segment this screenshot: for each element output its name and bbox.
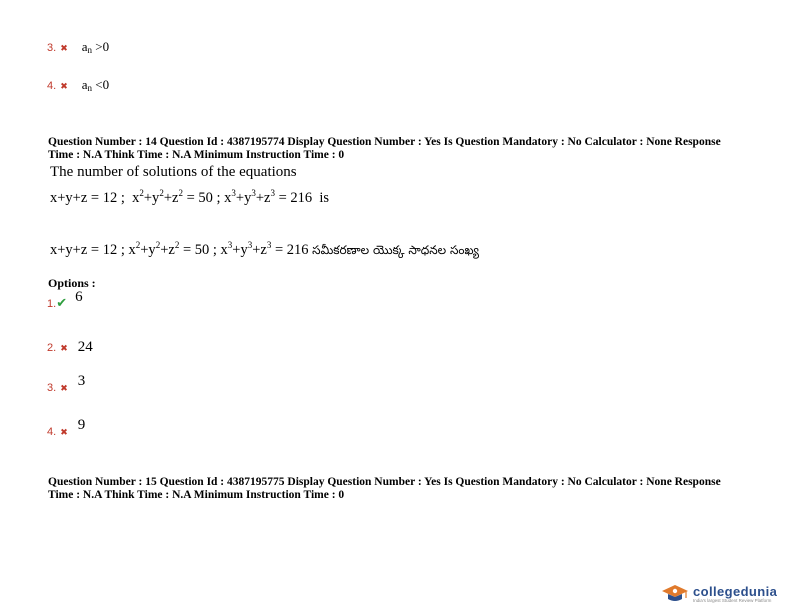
question-meta-line2: Time : N.A Think Time : N.A Minimum Instruction Time : 0	[48, 149, 345, 161]
option-number: 2.	[47, 342, 57, 354]
option-value: 3	[77, 373, 86, 389]
check-icon: ✔	[56, 296, 68, 311]
question-text: The number of solutions of the equations	[50, 164, 297, 180]
equation-telugu-suffix: సమీకరణాల యొక్క సాధనల సంఖ్య	[312, 243, 479, 257]
option-number: 4.	[47, 426, 57, 438]
option-number: 3.	[47, 42, 57, 54]
question-meta-line1: Question Number : 14 Question Id : 4387195774 Display Question Number : Yes Is Question Mandatory : No Calculator : None Response	[48, 136, 721, 148]
option-math: $a_n >0$	[81, 39, 110, 55]
question-meta-line1: Question Number : 15 Question Id : 4387195775 Display Question Number : Yes Is Question Mandatory : No Calculator : None Response	[48, 476, 721, 488]
logo-name: collegedunia	[693, 584, 778, 599]
logo	[660, 584, 777, 604]
option-math: $a_n <0$	[81, 77, 110, 93]
prev-option-4	[47, 76, 109, 94]
logo-tagline: India's largest Student Review Platform	[693, 598, 772, 603]
options-label: Options :	[48, 276, 96, 290]
option-value: 6	[75, 289, 83, 305]
equation-english: x+y+z = 12 ; $x^2+y^2+z^2 = 50$ ; $x^3+y^3+z^3 = 216$ is	[50, 188, 330, 206]
cross-icon: ✖	[60, 428, 68, 438]
option-number: 3.	[47, 382, 57, 394]
equation-suffix: is	[319, 190, 330, 206]
option-number: 4.	[47, 80, 57, 92]
question-meta	[48, 476, 768, 502]
question-meta-line2: Time : N.A Think Time : N.A Minimum Instruction Time : 0	[48, 489, 345, 501]
cross-icon: ✖	[60, 344, 68, 354]
prev-option-3	[47, 38, 109, 56]
option-2	[47, 338, 93, 356]
option-3	[47, 373, 86, 396]
cross-icon: ✖	[60, 384, 68, 394]
option-value: 9	[77, 417, 86, 433]
graduation-cap-icon	[660, 584, 690, 604]
option-value: 24	[77, 339, 93, 355]
option-1	[47, 289, 83, 312]
equation-telugu: x+y+z = 12 ; $x^2+y^2+z^2 = 50$ ; $x^3+y^3+z^3 = 216$ సమీకరణాల యొక్క సాధనల సంఖ్య	[50, 240, 479, 258]
cross-icon: ✖	[60, 44, 68, 54]
question-meta	[48, 136, 768, 162]
option-4	[47, 417, 86, 440]
option-number: 1.	[47, 298, 57, 310]
cross-icon: ✖	[60, 82, 68, 92]
